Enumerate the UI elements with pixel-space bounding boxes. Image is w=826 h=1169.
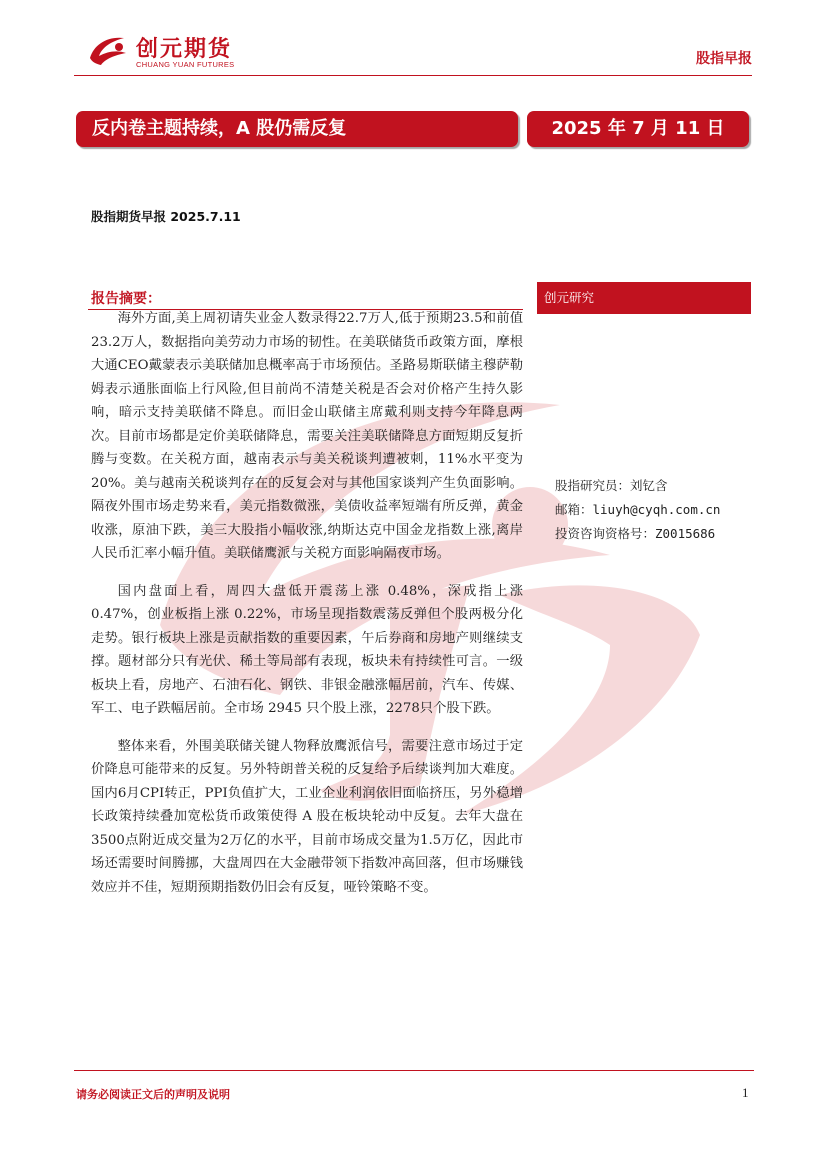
- page-number: 1: [742, 1085, 749, 1100]
- logo-emblem-icon: [86, 32, 130, 72]
- header-divider: [74, 75, 752, 76]
- company-logo: [86, 30, 256, 74]
- analyst-license: 投资咨询资格号：Z0015686: [555, 526, 716, 541]
- analyst-name: 股指研究员：刘钇含: [555, 478, 668, 493]
- paragraph-overseas: 海外方面,美上周初请失业金人数录得22.7万人,低于预期23.5和前值23.2万人，数据指向美劳动力市场的韧性。在美联储货币政策方面，摩根大通CEO戴蒙表示美联储加息概率高于市场预估。圣路易斯联储主穆萨勒姆表示通胀面临上行风险,但目前尚不清楚关税是否会对价格产生持久影响，暗示支持美联储不降息。而旧金山联储主席戴利则支持今年降息两次。目前市场都是定价美联储降息，需要关注美联储降息方面短期反复折腾与变数。在关税方面，越南表示与美关税谈判遭被刺，11%水平变为 20%。美与越南关税谈判存在的反复会对与其他国家谈判产生负面影响。隔夜外围市场走势来看，美元指数微涨，美债收益率短端有所反弹，黄金收涨，原油下跌，美三大股指小幅收涨,纳斯达克中国金龙指数上涨,离岸人民币汇率小幅升值。美联储鹰派与关税方面影响隔夜市场。: [91, 311, 523, 561]
- report-subtitle: 股指期货早报 2025.7.11: [91, 209, 241, 224]
- report-date: 2025 年 7 月 11 日: [527, 111, 749, 147]
- report-title: 反内卷主题持续，A 股仍需反复: [76, 111, 518, 147]
- analyst-email: 邮箱：liuyh@cyqh.com.cn: [555, 502, 721, 517]
- paragraph-domestic: 国内盘面上看，周四大盘低开震荡上涨 0.48%，深成指上涨0.47%，创业板指上涨 0.22%，市场呈现指数震荡反弹但个股两极分化走势。银行板块上涨是贡献指数的重要因素，午后券商和房地产则继续支撑。题材部分只有光伏、稀土等局部有表现，板块未有持续性可言。一级板块上看，房地产、石油石化、钢铁、非银金融涨幅居前，汽车、传媒、军工、电子跌幅居前。全市场 2945 只个股上涨，2278只个股下跌。: [91, 583, 523, 716]
- side-research-label: 创元研究: [537, 282, 751, 314]
- summary-heading: 报告摘要：: [91, 291, 161, 307]
- footer-divider: [74, 1070, 754, 1071]
- paragraph-conclusion: 整体来看，外围美联储关键人物释放鹰派信号，需要注意市场过于定价降息可能带来的反复。另外特朗普关税的反复给予后续谈判加大难度。国内6月CPI转正，PPI负值扩大，工业企业利润依旧面临挤压，另外稳增长政策持续叠加宽松货币政策使得 A 股在板块轮动中反复。去年大盘在3500点附近成交量为2万亿的水平，目前市场成交量为1.5万亿，因此市场还需要时间腾挪，大盘周四在大金融带领下指数冲高回落，但市场赚钱效应并不佳，短期预期指数仍旧会有反复，哑铃策略不变。: [91, 738, 523, 895]
- analyst-info: [555, 474, 720, 546]
- report-type-label: 股指早报: [696, 51, 752, 67]
- logo-text-cn: 创元期货: [136, 37, 233, 62]
- logo-text-en: CHUANG YUAN FUTURES: [136, 60, 235, 69]
- summary-body: [91, 307, 523, 913]
- footer-disclaimer: 请务必阅读正文后的声明及说明: [76, 1088, 230, 1101]
